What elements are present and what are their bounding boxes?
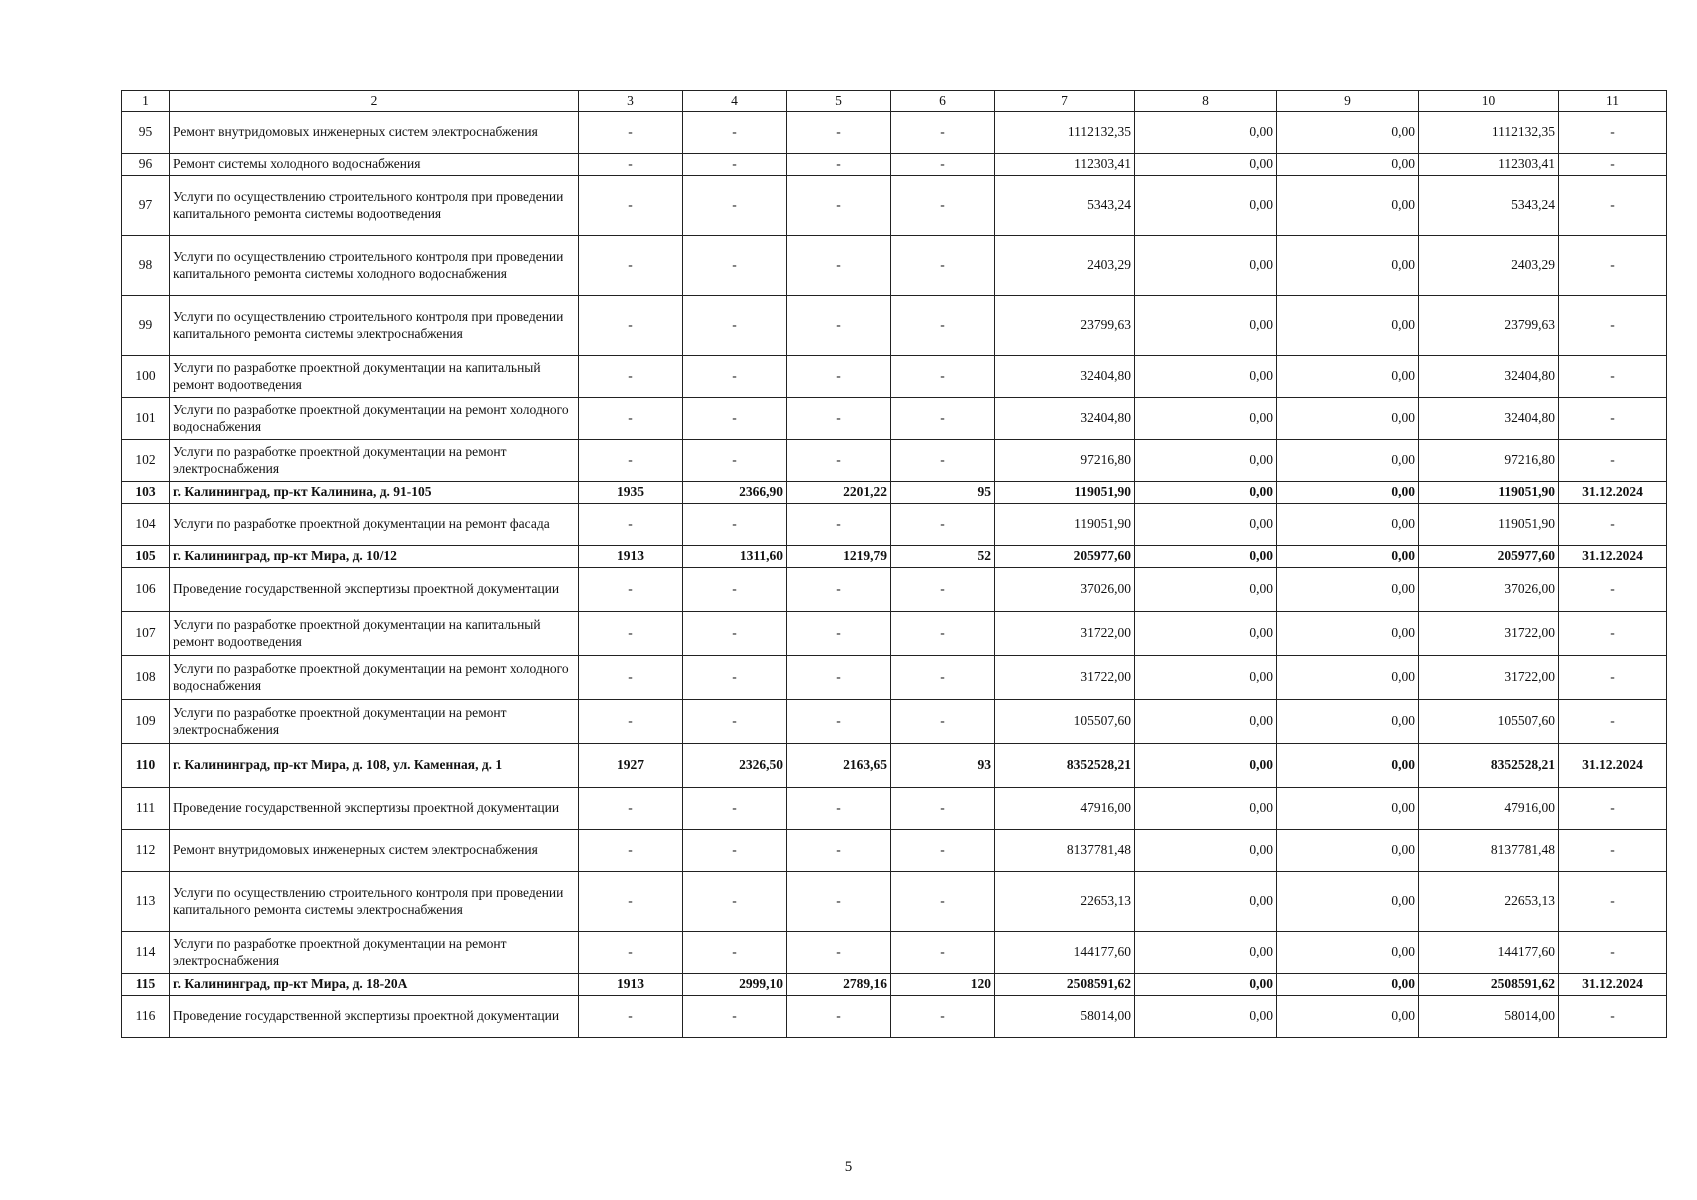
cell-c10: 22653,13 — [1419, 872, 1559, 932]
cell-c6: 95 — [891, 482, 995, 504]
cell-c3: - — [579, 788, 683, 830]
cell-c5: - — [787, 612, 891, 656]
cell-c3: - — [579, 568, 683, 612]
cell-c10: 205977,60 — [1419, 546, 1559, 568]
cell-name: Услуги по осуществлению строительного контроля при проведении капитального ремонта системы электроснабжения — [170, 872, 579, 932]
cell-c5: - — [787, 296, 891, 356]
cell-c7: 8352528,21 — [995, 744, 1135, 788]
cell-c5: - — [787, 656, 891, 700]
cell-c3: - — [579, 236, 683, 296]
cell-name: Услуги по разработке проектной документации на ремонт электроснабжения — [170, 440, 579, 482]
cell-name: Услуги по разработке проектной документации на капитальный ремонт водоотведения — [170, 612, 579, 656]
cell-c6: - — [891, 236, 995, 296]
cell-c6: - — [891, 154, 995, 176]
cell-c5: 2163,65 — [787, 744, 891, 788]
cell-c3: - — [579, 356, 683, 398]
cell-c3: 1927 — [579, 744, 683, 788]
cell-c10: 32404,80 — [1419, 356, 1559, 398]
cell-c4: - — [683, 830, 787, 872]
cell-c5: - — [787, 504, 891, 546]
cell-c6: - — [891, 504, 995, 546]
cell-c3: - — [579, 872, 683, 932]
table-row — [122, 236, 1667, 296]
cell-c7: 97216,80 — [995, 440, 1135, 482]
cell-c7: 37026,00 — [995, 568, 1135, 612]
cell-no: 111 — [122, 788, 170, 830]
cell-c5: - — [787, 440, 891, 482]
cell-c7: 119051,90 — [995, 504, 1135, 546]
cell-c6: 52 — [891, 546, 995, 568]
cell-c4: 1311,60 — [683, 546, 787, 568]
cell-c6: - — [891, 568, 995, 612]
cell-c5: - — [787, 154, 891, 176]
table-row — [122, 700, 1667, 744]
cell-c4: 2366,90 — [683, 482, 787, 504]
col-header-6: 6 — [891, 91, 995, 112]
cell-c7: 31722,00 — [995, 612, 1135, 656]
cell-c10: 37026,00 — [1419, 568, 1559, 612]
cell-c4: - — [683, 612, 787, 656]
col-header-11: 11 — [1559, 91, 1667, 112]
cell-c8: 0,00 — [1135, 504, 1277, 546]
cell-c8: 0,00 — [1135, 996, 1277, 1038]
cell-c10: 47916,00 — [1419, 788, 1559, 830]
cell-c3: - — [579, 932, 683, 974]
cell-c8: 0,00 — [1135, 482, 1277, 504]
table-row — [122, 176, 1667, 236]
table-row — [122, 656, 1667, 700]
cell-c6: - — [891, 700, 995, 744]
table-row — [122, 112, 1667, 154]
cell-c4: - — [683, 154, 787, 176]
table-row — [122, 872, 1667, 932]
cell-c4: - — [683, 176, 787, 236]
cell-c3: - — [579, 176, 683, 236]
col-header-7: 7 — [995, 91, 1135, 112]
cell-c11: - — [1559, 788, 1667, 830]
col-header-4: 4 — [683, 91, 787, 112]
cell-c6: 93 — [891, 744, 995, 788]
cell-c8: 0,00 — [1135, 112, 1277, 154]
cell-name: Услуги по осуществлению строительного контроля при проведении капитального ремонта системы холодного водоснабжения — [170, 236, 579, 296]
cell-c10: 105507,60 — [1419, 700, 1559, 744]
cell-no: 112 — [122, 830, 170, 872]
cell-name: Проведение государственной экспертизы проектной документации — [170, 568, 579, 612]
cell-c3: - — [579, 398, 683, 440]
cell-name: Ремонт системы холодного водоснабжения — [170, 154, 579, 176]
cell-c7: 5343,24 — [995, 176, 1135, 236]
cell-c11: 31.12.2024 — [1559, 482, 1667, 504]
col-header-10: 10 — [1419, 91, 1559, 112]
cell-c8: 0,00 — [1135, 744, 1277, 788]
table-row — [122, 932, 1667, 974]
page-number: 5 — [844, 1159, 853, 1175]
cell-c11: - — [1559, 176, 1667, 236]
cell-c9: 0,00 — [1277, 546, 1419, 568]
cell-c11: - — [1559, 440, 1667, 482]
col-header-3: 3 — [579, 91, 683, 112]
cell-c11: - — [1559, 296, 1667, 356]
cell-c11: - — [1559, 700, 1667, 744]
cell-c3: - — [579, 700, 683, 744]
cell-name: г. Калининград, пр-кт Мира, д. 108, ул. Каменная, д. 1 — [170, 744, 579, 788]
cell-c11: - — [1559, 830, 1667, 872]
cell-c6: - — [891, 296, 995, 356]
cell-c4: - — [683, 932, 787, 974]
cell-c11: - — [1559, 398, 1667, 440]
cell-c9: 0,00 — [1277, 700, 1419, 744]
cell-c7: 8137781,48 — [995, 830, 1135, 872]
cell-c9: 0,00 — [1277, 612, 1419, 656]
cell-c9: 0,00 — [1277, 154, 1419, 176]
cell-c6: - — [891, 398, 995, 440]
cell-no: 116 — [122, 996, 170, 1038]
cell-c3: - — [579, 154, 683, 176]
cell-c7: 58014,00 — [995, 996, 1135, 1038]
cell-c5: 2201,22 — [787, 482, 891, 504]
cell-c4: - — [683, 504, 787, 546]
cell-c7: 105507,60 — [995, 700, 1135, 744]
cell-c6: - — [891, 612, 995, 656]
cell-no: 102 — [122, 440, 170, 482]
cell-c9: 0,00 — [1277, 788, 1419, 830]
cell-no: 97 — [122, 176, 170, 236]
cell-c8: 0,00 — [1135, 932, 1277, 974]
cell-c7: 1112132,35 — [995, 112, 1135, 154]
cell-c10: 119051,90 — [1419, 504, 1559, 546]
cell-c8: 0,00 — [1135, 176, 1277, 236]
cell-c4: - — [683, 700, 787, 744]
cell-c7: 112303,41 — [995, 154, 1135, 176]
cell-c7: 205977,60 — [995, 546, 1135, 568]
cell-c7: 119051,90 — [995, 482, 1135, 504]
cell-c8: 0,00 — [1135, 612, 1277, 656]
cell-c9: 0,00 — [1277, 398, 1419, 440]
table-row — [122, 612, 1667, 656]
cell-c9: 0,00 — [1277, 656, 1419, 700]
cell-c8: 0,00 — [1135, 830, 1277, 872]
cell-c8: 0,00 — [1135, 440, 1277, 482]
works-table — [121, 90, 1667, 1038]
cell-c9: 0,00 — [1277, 744, 1419, 788]
cell-c11: - — [1559, 656, 1667, 700]
cell-c6: - — [891, 656, 995, 700]
table-row-address — [122, 546, 1667, 568]
table-row — [122, 830, 1667, 872]
cell-c10: 31722,00 — [1419, 612, 1559, 656]
col-header-9: 9 — [1277, 91, 1419, 112]
cell-no: 107 — [122, 612, 170, 656]
table-row — [122, 788, 1667, 830]
cell-c5: - — [787, 932, 891, 974]
cell-c10: 112303,41 — [1419, 154, 1559, 176]
cell-c9: 0,00 — [1277, 996, 1419, 1038]
cell-c5: - — [787, 872, 891, 932]
cell-no: 110 — [122, 744, 170, 788]
cell-c4: - — [683, 236, 787, 296]
cell-c10: 31722,00 — [1419, 656, 1559, 700]
cell-c3: - — [579, 296, 683, 356]
cell-c8: 0,00 — [1135, 788, 1277, 830]
cell-name: Услуги по разработке проектной документации на ремонт электроснабжения — [170, 932, 579, 974]
cell-name: Услуги по разработке проектной документации на ремонт электроснабжения — [170, 700, 579, 744]
cell-c4: - — [683, 296, 787, 356]
cell-c10: 119051,90 — [1419, 482, 1559, 504]
cell-c5: - — [787, 996, 891, 1038]
cell-c7: 23799,63 — [995, 296, 1135, 356]
cell-c5: 1219,79 — [787, 546, 891, 568]
cell-c9: 0,00 — [1277, 504, 1419, 546]
cell-c7: 22653,13 — [995, 872, 1135, 932]
cell-c9: 0,00 — [1277, 830, 1419, 872]
cell-c9: 0,00 — [1277, 440, 1419, 482]
table-row-address — [122, 974, 1667, 996]
cell-c8: 0,00 — [1135, 356, 1277, 398]
table-body — [122, 112, 1667, 1038]
cell-c3: 1913 — [579, 546, 683, 568]
cell-c8: 0,00 — [1135, 568, 1277, 612]
cell-no: 101 — [122, 398, 170, 440]
cell-c7: 144177,60 — [995, 932, 1135, 974]
table-row — [122, 356, 1667, 398]
cell-c3: - — [579, 830, 683, 872]
table-row — [122, 996, 1667, 1038]
cell-c4: - — [683, 440, 787, 482]
cell-c8: 0,00 — [1135, 296, 1277, 356]
cell-name: Ремонт внутридомовых инженерных систем электроснабжения — [170, 830, 579, 872]
table-row — [122, 568, 1667, 612]
cell-c3: - — [579, 440, 683, 482]
cell-c7: 2403,29 — [995, 236, 1135, 296]
cell-c9: 0,00 — [1277, 356, 1419, 398]
cell-c5: - — [787, 398, 891, 440]
cell-c4: - — [683, 872, 787, 932]
cell-c10: 32404,80 — [1419, 398, 1559, 440]
cell-c11: - — [1559, 612, 1667, 656]
cell-c5: - — [787, 236, 891, 296]
cell-c11: - — [1559, 356, 1667, 398]
table-row — [122, 440, 1667, 482]
cell-c5: - — [787, 112, 891, 154]
cell-c5: - — [787, 176, 891, 236]
cell-c6: - — [891, 830, 995, 872]
table-row — [122, 296, 1667, 356]
cell-no: 104 — [122, 504, 170, 546]
cell-no: 103 — [122, 482, 170, 504]
cell-c9: 0,00 — [1277, 112, 1419, 154]
cell-c11: - — [1559, 504, 1667, 546]
cell-c9: 0,00 — [1277, 974, 1419, 996]
cell-c11: - — [1559, 568, 1667, 612]
cell-c4: - — [683, 398, 787, 440]
cell-c8: 0,00 — [1135, 546, 1277, 568]
cell-name: Проведение государственной экспертизы проектной документации — [170, 996, 579, 1038]
cell-name: Услуги по разработке проектной документации на ремонт холодного водоснабжения — [170, 656, 579, 700]
cell-c9: 0,00 — [1277, 296, 1419, 356]
cell-c8: 0,00 — [1135, 700, 1277, 744]
cell-c11: - — [1559, 872, 1667, 932]
cell-name: Проведение государственной экспертизы проектной документации — [170, 788, 579, 830]
cell-c10: 2508591,62 — [1419, 974, 1559, 996]
cell-name: Услуги по осуществлению строительного контроля при проведении капитального ремонта системы водоотведения — [170, 176, 579, 236]
cell-c6: - — [891, 440, 995, 482]
cell-c6: 120 — [891, 974, 995, 996]
cell-c4: - — [683, 568, 787, 612]
cell-name: г. Калининград, пр-кт Мира, д. 18-20А — [170, 974, 579, 996]
cell-c10: 144177,60 — [1419, 932, 1559, 974]
cell-c5: - — [787, 356, 891, 398]
cell-c3: - — [579, 996, 683, 1038]
cell-c6: - — [891, 176, 995, 236]
cell-c4: 2999,10 — [683, 974, 787, 996]
cell-name: Ремонт внутридомовых инженерных систем электроснабжения — [170, 112, 579, 154]
cell-c10: 5343,24 — [1419, 176, 1559, 236]
cell-c11: - — [1559, 236, 1667, 296]
cell-name: Услуги по разработке проектной документации на ремонт холодного водоснабжения — [170, 398, 579, 440]
cell-c7: 47916,00 — [995, 788, 1135, 830]
cell-c5: 2789,16 — [787, 974, 891, 996]
cell-c10: 58014,00 — [1419, 996, 1559, 1038]
cell-c8: 0,00 — [1135, 398, 1277, 440]
cell-c11: 31.12.2024 — [1559, 744, 1667, 788]
cell-name: г. Калининград, пр-кт Калинина, д. 91-105 — [170, 482, 579, 504]
cell-c6: - — [891, 872, 995, 932]
cell-c8: 0,00 — [1135, 974, 1277, 996]
cell-c11: 31.12.2024 — [1559, 974, 1667, 996]
cell-c10: 2403,29 — [1419, 236, 1559, 296]
cell-c11: - — [1559, 112, 1667, 154]
cell-no: 108 — [122, 656, 170, 700]
cell-c3: - — [579, 112, 683, 154]
cell-c10: 8137781,48 — [1419, 830, 1559, 872]
cell-c4: - — [683, 788, 787, 830]
col-header-8: 8 — [1135, 91, 1277, 112]
cell-no: 95 — [122, 112, 170, 154]
cell-c3: - — [579, 504, 683, 546]
cell-c4: 2326,50 — [683, 744, 787, 788]
cell-c9: 0,00 — [1277, 482, 1419, 504]
cell-name: Услуги по разработке проектной документации на капитальный ремонт водоотведения — [170, 356, 579, 398]
cell-c3: - — [579, 656, 683, 700]
cell-no: 113 — [122, 872, 170, 932]
cell-c6: - — [891, 112, 995, 154]
cell-c5: - — [787, 788, 891, 830]
cell-c7: 32404,80 — [995, 398, 1135, 440]
cell-c4: - — [683, 356, 787, 398]
cell-no: 105 — [122, 546, 170, 568]
cell-name: Услуги по разработке проектной документации на ремонт фасада — [170, 504, 579, 546]
cell-c4: - — [683, 996, 787, 1038]
cell-c5: - — [787, 700, 891, 744]
cell-c9: 0,00 — [1277, 236, 1419, 296]
cell-no: 109 — [122, 700, 170, 744]
cell-c8: 0,00 — [1135, 154, 1277, 176]
cell-c10: 23799,63 — [1419, 296, 1559, 356]
cell-c6: - — [891, 932, 995, 974]
table-row — [122, 154, 1667, 176]
cell-c9: 0,00 — [1277, 932, 1419, 974]
cell-no: 100 — [122, 356, 170, 398]
cell-c3: 1935 — [579, 482, 683, 504]
cell-c11: 31.12.2024 — [1559, 546, 1667, 568]
cell-c6: - — [891, 996, 995, 1038]
cell-c9: 0,00 — [1277, 568, 1419, 612]
cell-c3: 1913 — [579, 974, 683, 996]
col-header-2: 2 — [170, 91, 579, 112]
cell-name: г. Калининград, пр-кт Мира, д. 10/12 — [170, 546, 579, 568]
header-row — [122, 91, 1667, 112]
cell-c4: - — [683, 656, 787, 700]
cell-c5: - — [787, 830, 891, 872]
cell-no: 106 — [122, 568, 170, 612]
cell-c8: 0,00 — [1135, 656, 1277, 700]
table-row — [122, 398, 1667, 440]
cell-c10: 97216,80 — [1419, 440, 1559, 482]
cell-no: 99 — [122, 296, 170, 356]
col-header-5: 5 — [787, 91, 891, 112]
table-row-address — [122, 744, 1667, 788]
cell-c8: 0,00 — [1135, 236, 1277, 296]
cell-c7: 32404,80 — [995, 356, 1135, 398]
cell-c11: - — [1559, 932, 1667, 974]
cell-c6: - — [891, 788, 995, 830]
cell-name: Услуги по осуществлению строительного контроля при проведении капитального ремонта системы электроснабжения — [170, 296, 579, 356]
cell-c7: 31722,00 — [995, 656, 1135, 700]
cell-no: 114 — [122, 932, 170, 974]
table-row-address — [122, 482, 1667, 504]
cell-c11: - — [1559, 154, 1667, 176]
cell-no: 98 — [122, 236, 170, 296]
table-row — [122, 504, 1667, 546]
cell-c4: - — [683, 112, 787, 154]
cell-c10: 8352528,21 — [1419, 744, 1559, 788]
col-header-1: 1 — [122, 91, 170, 112]
cell-no: 96 — [122, 154, 170, 176]
cell-c3: - — [579, 612, 683, 656]
cell-c9: 0,00 — [1277, 176, 1419, 236]
cell-c5: - — [787, 568, 891, 612]
cell-c6: - — [891, 356, 995, 398]
cell-c7: 2508591,62 — [995, 974, 1135, 996]
cell-c9: 0,00 — [1277, 872, 1419, 932]
cell-c11: - — [1559, 996, 1667, 1038]
cell-c8: 0,00 — [1135, 872, 1277, 932]
cell-c10: 1112132,35 — [1419, 112, 1559, 154]
cell-no: 115 — [122, 974, 170, 996]
